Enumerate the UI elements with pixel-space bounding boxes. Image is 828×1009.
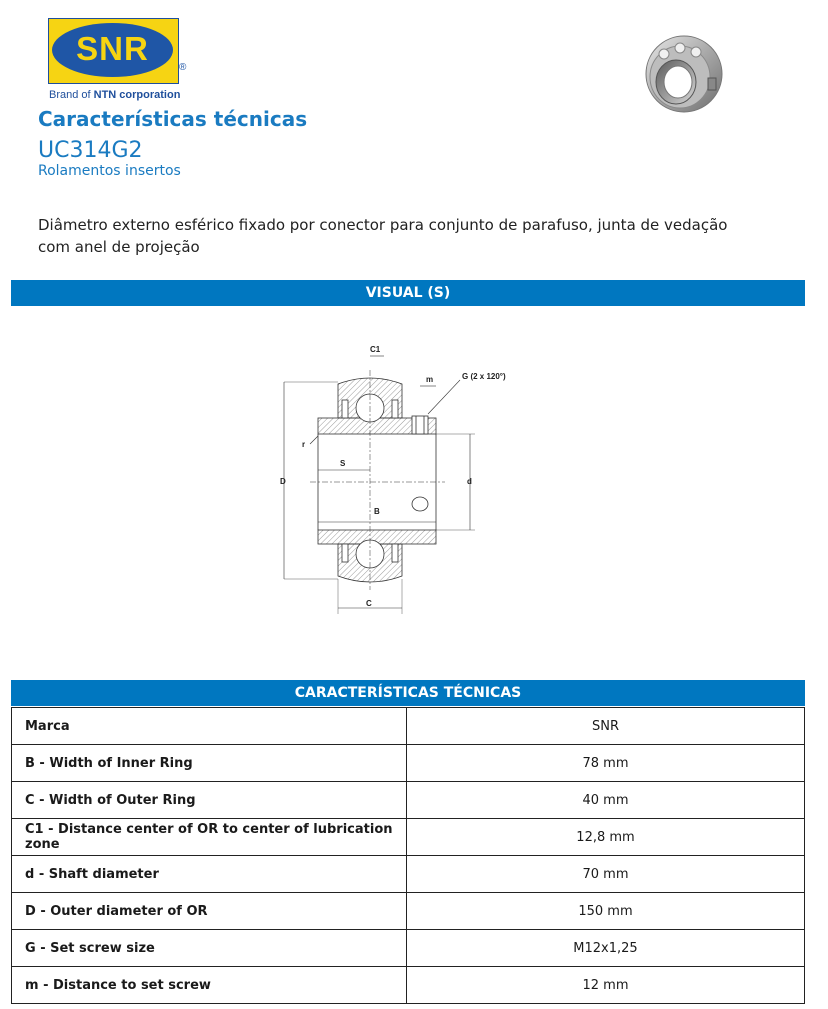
spec-label: C1 - Distance center of OR to center of lubrication zone <box>12 819 407 856</box>
spec-value: M12x1,25 <box>407 930 805 967</box>
label-c: C <box>366 599 372 608</box>
logo-brand-line <box>49 89 180 101</box>
spec-label: C - Width of Outer Ring <box>12 782 407 819</box>
spec-value: 70 mm <box>407 856 805 893</box>
spec-value: 150 mm <box>407 893 805 930</box>
spec-label: G - Set screw size <box>12 930 407 967</box>
logo-registered-mark: ® <box>179 62 187 73</box>
label-c1: C1 <box>370 345 381 354</box>
table-row <box>12 819 805 856</box>
bearing-product-image <box>634 30 726 120</box>
specs-table <box>11 707 805 1004</box>
table-row <box>12 708 805 745</box>
label-d-shaft: d <box>467 477 472 486</box>
label-r: r <box>302 440 306 449</box>
brand-prefix: Brand of <box>49 89 94 101</box>
table-row <box>12 930 805 967</box>
snr-logo <box>48 18 193 104</box>
technical-drawing <box>270 334 540 624</box>
spec-label: d - Shaft diameter <box>12 856 407 893</box>
spec-value: SNR <box>407 708 805 745</box>
section-header-visual: VISUAL (S) <box>11 280 805 306</box>
label-m: m <box>426 375 434 384</box>
product-description: Diâmetro externo esférico fixado por conector para conjunto de parafuso, junta de vedação com anel de projeção <box>38 216 728 256</box>
product-model: UC314G2 <box>38 138 143 163</box>
spec-label: m - Distance to set screw <box>12 967 407 1004</box>
spec-value: 12,8 mm <box>407 819 805 856</box>
table-row <box>12 782 805 819</box>
table-row <box>12 893 805 930</box>
label-b: B <box>374 507 380 516</box>
spec-label: B - Width of Inner Ring <box>12 745 407 782</box>
label-d-outer: D <box>280 477 286 486</box>
spec-label: Marca <box>12 708 407 745</box>
spec-value: 12 mm <box>407 967 805 1004</box>
logo-text: SNR <box>76 30 149 67</box>
table-row <box>12 967 805 1004</box>
label-s: S <box>340 459 346 468</box>
table-row <box>12 856 805 893</box>
section-header-specs: CARACTERÍSTICAS TÉCNICAS <box>11 680 805 706</box>
spec-value: 40 mm <box>407 782 805 819</box>
spec-label: D - Outer diameter of OR <box>12 893 407 930</box>
page-title: Características técnicas <box>38 107 308 131</box>
table-row <box>12 745 805 782</box>
label-g: G (2 x 120°) <box>462 372 506 381</box>
brand-name: NTN corporation <box>93 89 181 101</box>
spec-value: 78 mm <box>407 745 805 782</box>
product-category: Rolamentos insertos <box>38 163 181 179</box>
